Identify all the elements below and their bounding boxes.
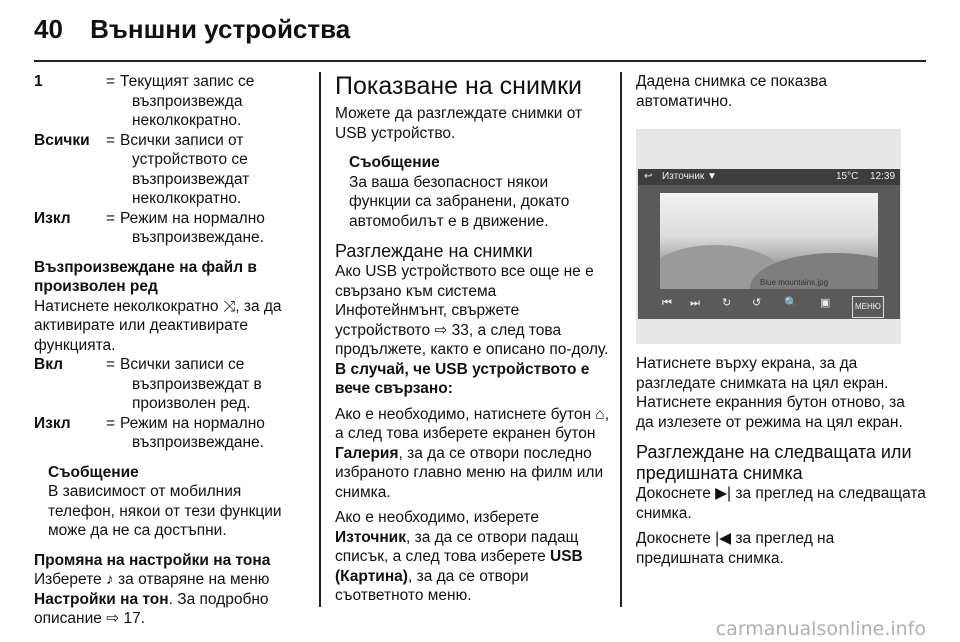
paragraph: Натиснете върху екрана, за да разгледате снимката на цял екран. Натиснете екранния бутон отново, за да излезете от режима на цял екран. [636,355,905,431]
control-bar [638,291,900,311]
menu-button: МЕНЮ [852,296,884,318]
column-divider [319,72,321,607]
definition-text: възпроизвеждане. [132,229,264,246]
fullscreen-icon: ▣ [820,297,831,309]
page-reference: ⇨ 17. [106,610,146,627]
photo-caption: Blue mountains.jpg [760,278,829,287]
note [34,463,306,541]
definition-row: 1 = Текущият запис се възпроизвежда неколкократно. [34,72,306,131]
rotate-right-icon: ↻ [722,297,732,309]
column-divider [620,72,622,607]
definition-row: Изкл = Режим на нормално възпроизвеждане. [34,414,306,453]
column-3 [636,72,926,568]
subsection-title: Разглеждане на снимки [335,241,533,261]
shuffle-icon: ⤨ [222,297,236,315]
column-2 [335,72,610,606]
zoom-icon: 🔍 [784,297,798,309]
definition-key: Изкл [34,209,71,227]
paragraph: Натиснете неколкократно ⤨, за да активирате или деактивирате функцията. [34,297,282,354]
definition-text: Режим на нормално [120,414,265,432]
definition-text: Всички записи от [120,131,244,149]
definition-key: Вкл [34,356,63,373]
next-track-icon: ▶| [715,485,732,502]
next-icon: ⏭ [690,297,700,309]
section-title: Показване на снимки [335,72,583,100]
home-icon: ⌂ [595,405,605,423]
subsection-title: Разглеждане на следващата или предишната снимка [636,442,912,483]
definition-text: възпроизвеждат в произволен ред. [132,375,262,412]
definition-text: възпроизвеждане. [132,434,264,451]
definition-text: Текущият запис се [120,73,255,90]
note [335,153,610,231]
definition-row: Всички = Всички записи от устройството се възпроизвеждат неколкократно. [34,131,306,209]
bold-paragraph: В случай, че USB устройството е вече свързано: [335,360,590,397]
note-text: В зависимост от мобилния телефон, някои от тези функции може да не са достъпни. [48,483,282,539]
column-1 [34,72,306,629]
definition-text: Всички записи се [120,356,245,373]
back-icon: ↩ [644,171,653,182]
paragraph: Ако е необходимо, натиснете бутон ⌂, а след това изберете екранен бутон Галерия, за да се отвори последно избраното главно меню на филм или снимка. [335,405,610,501]
clock: 12:39 [870,171,896,182]
note-title: Съобщение [48,463,139,481]
paragraph: Ако е необходимо, изберете Източник, за да се отвори падащ списък, а след това изберете USB (Картина), за да се отвори съответното меню. [335,509,583,604]
paragraph: Дадена снимка се показва автоматично. [636,73,827,110]
temperature: 15°C [836,171,859,182]
rotate-left-icon: ↺ [752,297,762,309]
previous-icon: ⏮ [662,297,672,309]
music-note-icon: ♪ [105,571,114,588]
definition-key: 1 [34,73,43,90]
section-heading: Промяна на настройки на тона [34,551,271,569]
page-header [34,14,350,45]
paragraph: Ако USB устройството все още не е свързано към система Инфотейнмънт, свържете устройството ⇨ 33, а след това продължете, както е описано по-долу. [335,263,609,358]
definition-text: възпроизвежда неколкократно. [132,92,243,129]
header-rule [34,60,926,62]
note-text: За ваша безопасност някои функции са забранени, докато автомобилът е в движение. [349,173,570,230]
definition-key: Всички [34,131,90,149]
paragraph: Изберете ♪ за отваряне на меню Настройки на тон. За подробно описание ⇨ 17. [34,571,270,627]
note-title: Съобщение [349,154,440,171]
infotainment-screen [638,169,900,319]
paragraph: Докоснете |◀ за преглед на предишната снимка. [636,530,835,567]
definition-row: Изкл = Режим на нормално възпроизвеждане. [34,209,306,248]
definition-text: устройството се възпроизвеждат неколкократно. [132,151,250,207]
screenshot-figure [636,129,901,344]
photo [660,193,878,289]
paragraph: Можете да разглеждате снимки от USB устройство. [335,105,583,142]
paragraph: Докоснете ▶| за преглед на следващата снимка. [636,485,926,522]
definition-text: Режим на нормално [120,209,265,227]
page-number: 40 [34,14,63,44]
definition-key: Изкл [34,414,71,432]
status-bar [638,169,900,185]
source-dropdown: Източник ▼ [662,171,717,182]
definition-row: Вкл = Всички записи се възпроизвеждат в произволен ред. [34,355,306,414]
section-heading: Възпроизвеждане на файл в произволен ред [34,258,257,295]
page-title: Външни устройства [90,14,351,44]
watermark: carmanualsonline.info [715,618,926,640]
previous-track-icon: |◀ [715,530,732,547]
